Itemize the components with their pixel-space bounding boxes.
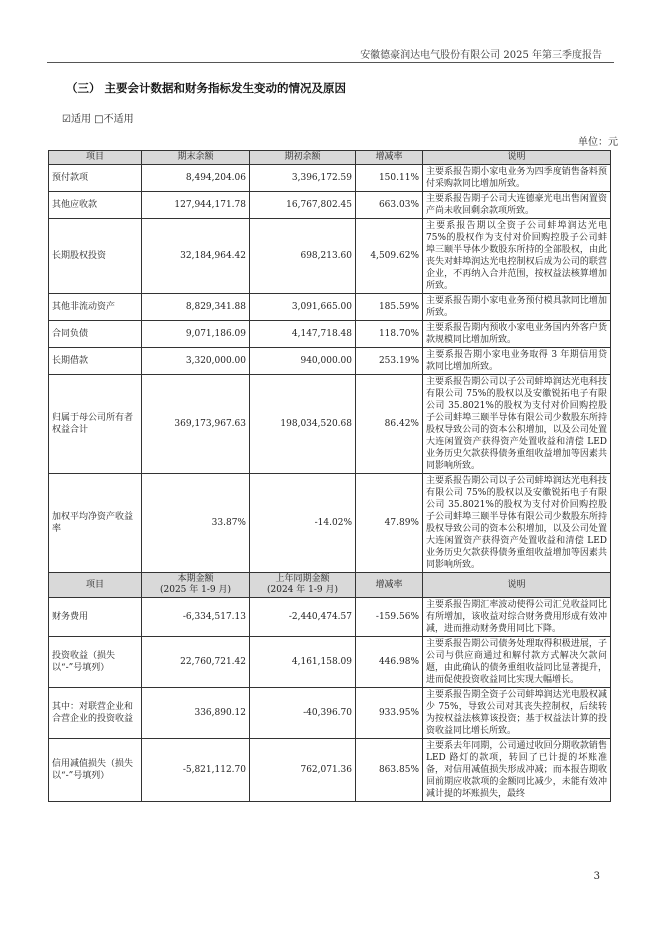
item-cell: 投资收益（损失以“-”号填列） [49,637,142,688]
table1-row [49,219,611,294]
table2-header-prior-amount-line: 上年同期金额 [275,574,330,584]
change-rate-cell: 663.03% [356,192,423,219]
table2-row [49,637,611,688]
begin-balance-cell: 198,034,520.68 [250,375,356,474]
description-cell: 主要系报告期公司以子公司蚌埠润达光电科技有限公司 75%的股权以及安徽锐拓电子有限公司 35.8021%的股权为支付对价回购控股子公司蚌埠三颐半导体有限公司少数股东所持股权导致公司的资本公积增加，以及公司处置大连闲置资产获得资产处置收益和清偿 LED 业务历史欠款获得债务重组收益增加等因素共同影响所致。 [423,474,611,573]
table2-header-item-line: 项目 [85,579,104,590]
table1-header-row [49,151,611,165]
current-amount-cell: 336,890.12 [142,688,250,739]
description-cell: 主要系报告期全资子公司蚌埠润达光电股权减少 75%，导致公司对其丧失控制权，后续转为按权益法核算该投资；基于权益法计算的投资收益同比增长所致。 [423,688,611,739]
financial-changes-table [48,150,611,802]
item-cell: 长期借款 [49,348,142,375]
change-rate-cell: 47.89% [356,474,423,573]
description-cell: 主要系报告期小家电业务预付模具款同比增加所致。 [423,294,611,321]
page-number: 3 [593,871,600,882]
prior-amount-cell: -40,396.70 [250,688,356,739]
unit-label: 单位：元 [578,137,618,148]
change-rate-cell: 4,509.62% [356,219,423,294]
table1-header-change-rate: 增减率 [356,151,423,165]
begin-balance-cell: 698,213.60 [250,219,356,294]
begin-balance-cell: 16,767,802.45 [250,192,356,219]
table2-header-prior-amount-line: (2024 年 1-9 月) [266,585,338,595]
description-cell: 主要系去年同期，公司通过收回分期收款销售 LED 路灯的款项，转回了已计提的坏账准备，对信用减值损失形成冲减；而本报告期收回前期应收款项的金额同比减少，未能有效冲减计提的坏账损失，最终 [423,739,611,802]
item-cell: 归属于母公司所有者权益合计 [49,375,142,474]
item-cell: 其他应收款 [49,192,142,219]
table2-row [49,688,611,739]
table2-header-change-rate-line: 增减率 [375,579,403,590]
description-cell: 主要系报告期公司债务处理取得积极进展，子公司与供应商通过和解付款方式解决欠款问题，由此确认的债务重组收益同比显著提升，进而促使投资收益同比实现大幅增长。 [423,637,611,688]
begin-balance-cell: 4,147,718.48 [250,321,356,348]
prior-amount-cell: 4,161,158.09 [250,637,356,688]
table2-header-current-amount-line: (2025 年 1-9 月) [159,585,231,595]
begin-balance-cell: 3,091,665.00 [250,294,356,321]
description-cell: 主要系报告期小家电业务取得 3 年期信用贷款同比增加所致。 [423,348,611,375]
table1-header-begin-balance: 期初余额 [250,151,356,165]
table1-row [49,474,611,573]
change-rate-cell: 118.70% [356,321,423,348]
prior-amount-cell: 762,071.36 [250,739,356,802]
description-cell: 主要系报告期小家电业务为四季度销售备料预付采购款同比增加所致。 [423,165,611,192]
description-cell: 主要系报告期子公司大连德豪光电出售闲置资产尚未收回剩余款项所致。 [423,192,611,219]
prior-amount-cell: -2,440,474.57 [250,598,356,637]
table2-header-current-amount [142,573,250,598]
applicable-checkbox-line: ☑适用 □不适用 [62,114,134,125]
table1-header-description: 说明 [423,151,611,165]
item-cell: 加权平均净资产收益率 [49,474,142,573]
section-title: （三） 主要会计数据和财务指标发生变动的情况及原因 [66,81,347,95]
description-cell: 主要系报告期内预收小家电业务国内外客户货款规模同比增加所致。 [423,321,611,348]
table2-header-prior-amount [250,573,356,598]
item-cell: 预付款项 [49,165,142,192]
change-rate-cell: 446.98% [356,637,423,688]
table2-header-row [49,573,611,598]
change-rate-cell: 933.95% [356,688,423,739]
change-rate-cell: -159.56% [356,598,423,637]
end-balance-cell: 8,829,341.88 [142,294,250,321]
table2-row [49,598,611,637]
table2-header-description [423,573,611,598]
begin-balance-cell: -14.02% [250,474,356,573]
report-header-title: 安徽德豪润达电气股份有限公司 2025 年第三季度报告 [360,50,602,61]
table1-header-item: 项目 [49,151,142,165]
description-cell: 主要系报告期公司以子公司蚌埠润达光电科技有限公司 75%的股权以及安徽锐拓电子有限公司 35.8021%的股权为支付对价回购控股子公司蚌埠三颐半导体有限公司少数股东所持股权导致公司的资本公积增加，以及公司处置大连闲置资产获得资产处置收益和清偿 LED 业务历史欠款获得债务重组收益增加等因素共同影响所致。 [423,375,611,474]
end-balance-cell: 369,173,967.63 [142,375,250,474]
table1-row [49,165,611,192]
begin-balance-cell: 3,396,172.59 [250,165,356,192]
change-rate-cell: 150.11% [356,165,423,192]
table2-header-change-rate [356,573,423,598]
current-amount-cell: 22,760,721.42 [142,637,250,688]
end-balance-cell: 32,184,964.42 [142,219,250,294]
item-cell: 信用减值损失（损失以“-”号填列） [49,739,142,802]
change-rate-cell: 185.59% [356,294,423,321]
end-balance-cell: 127,944,171.78 [142,192,250,219]
current-amount-cell: -5,821,112.70 [142,739,250,802]
end-balance-cell: 8,494,204.06 [142,165,250,192]
table2-header-item [49,573,142,598]
change-rate-cell: 253.19% [356,348,423,375]
table1-row [49,321,611,348]
begin-balance-cell: 940,000.00 [250,348,356,375]
table1-row [49,192,611,219]
end-balance-cell: 9,071,186.09 [142,321,250,348]
header-divider [47,62,614,63]
change-rate-cell: 86.42% [356,375,423,474]
item-cell: 其他非流动资产 [49,294,142,321]
table1-row [49,375,611,474]
item-cell: 其中：对联营企业和合营企业的投资收益 [49,688,142,739]
current-amount-cell: -6,334,517.13 [142,598,250,637]
end-balance-cell: 3,320,000.00 [142,348,250,375]
table1-row [49,348,611,375]
table2-row [49,739,611,802]
description-cell: 主要系报告期汇率波动使得公司汇兑收益同比有所增加，该收益对综合财务费用形成有效冲减，进而推动财务费用同比下降。 [423,598,611,637]
description-cell: 主要系报告期以全资子公司蚌埠润达光电75%的股权作为支付对价回购控股子公司蚌埠三颐半导体少数股东所持的全部股权，由此丧失对蚌埠润达光电控制权后成为公司的联营企业，不再纳入合并范围，按权益法核算增加所致。 [423,219,611,294]
item-cell: 长期股权投资 [49,219,142,294]
item-cell: 财务费用 [49,598,142,637]
table2-header-current-amount-line: 本期金额 [177,574,214,584]
end-balance-cell: 33.87% [142,474,250,573]
change-rate-cell: 863.85% [356,739,423,802]
table1-header-end-balance: 期末余额 [142,151,250,165]
item-cell: 合同负债 [49,321,142,348]
table2-header-description-line: 说明 [507,579,526,590]
table1-row [49,294,611,321]
